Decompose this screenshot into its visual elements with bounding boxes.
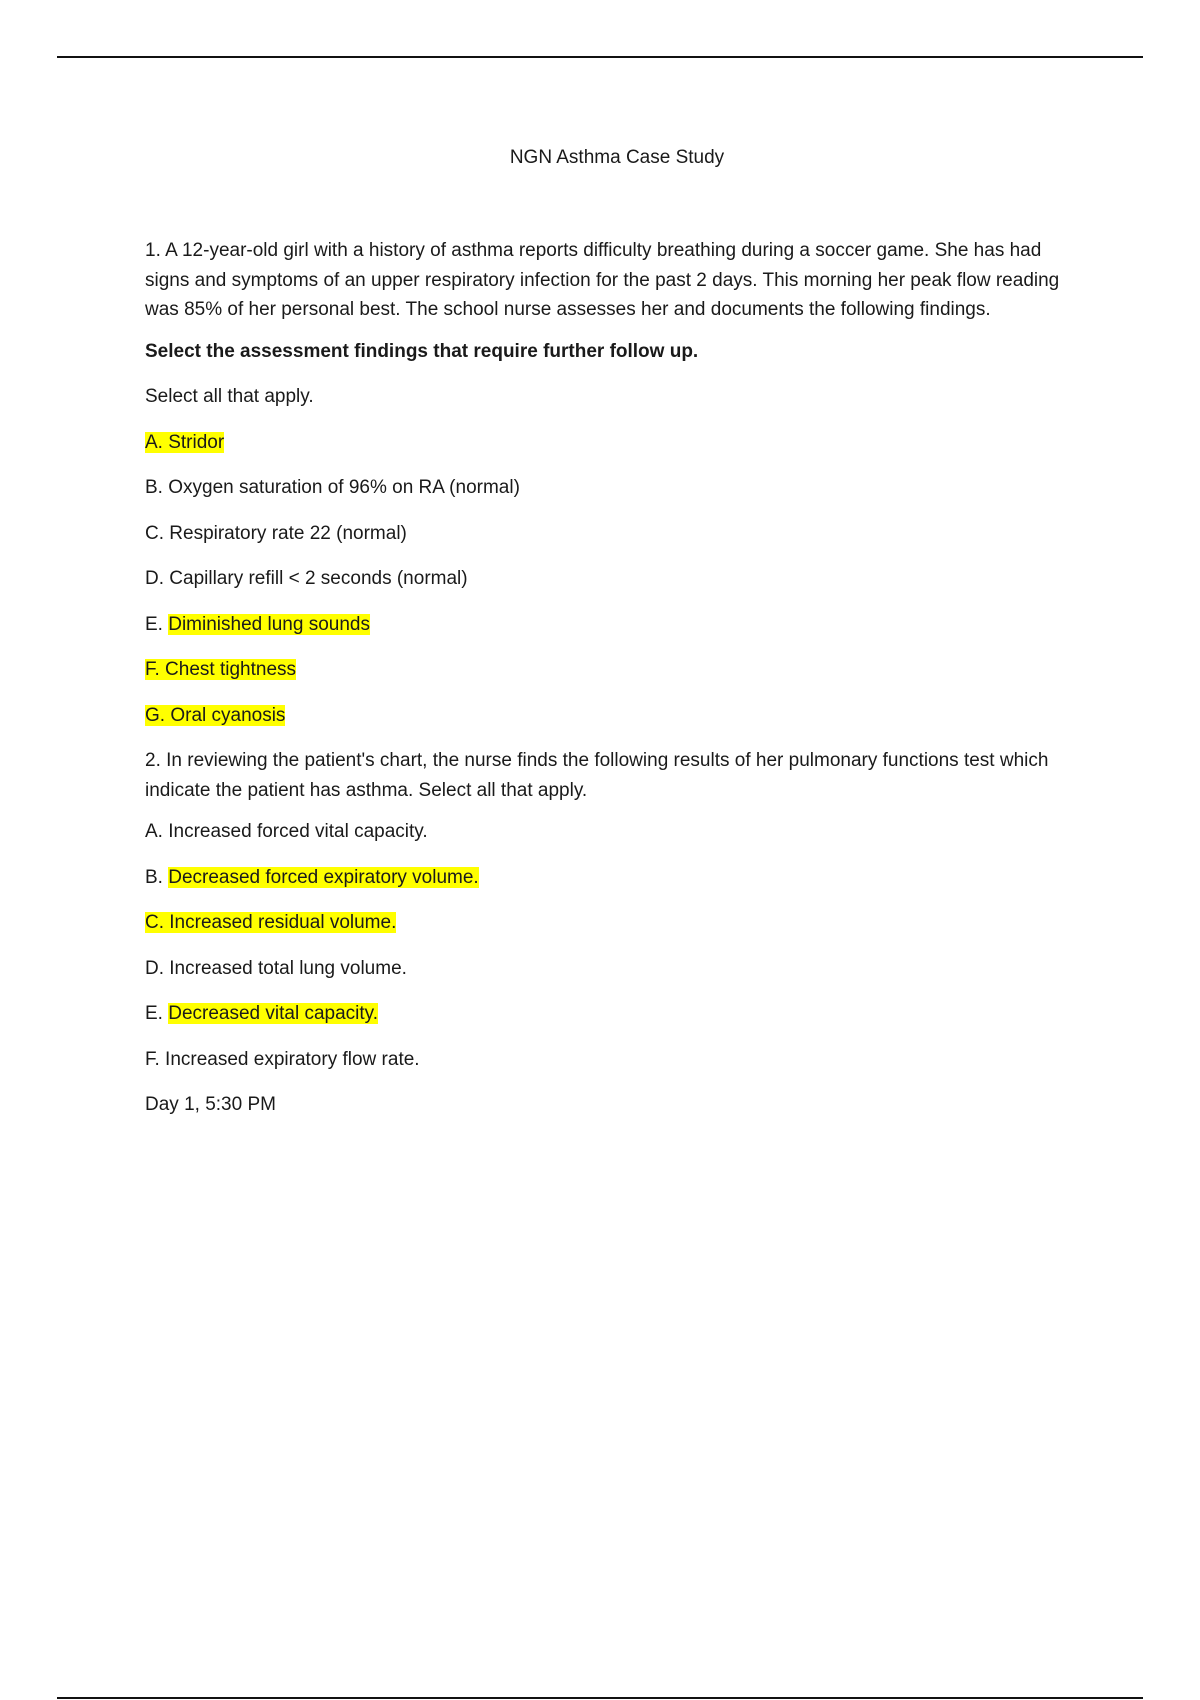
q1-instruction: Select all that apply. bbox=[145, 386, 314, 407]
q1-option-g: G. Oral cyanosis bbox=[145, 704, 286, 726]
q2-option-a: A. Increased forced vital capacity. bbox=[145, 821, 428, 842]
q1-option-a: A. Stridor bbox=[145, 431, 225, 453]
q1-option-b: B. Oxygen saturation of 96% on RA (normal) bbox=[145, 477, 520, 498]
q2-option-c: C. Increased residual volume. bbox=[145, 912, 397, 933]
document-body bbox=[145, 236, 1085, 1136]
q1-option-d: D. Capillary refill < 2 seconds (normal) bbox=[145, 568, 468, 589]
q2-option-f: F. Increased expiratory flow rate. bbox=[145, 1048, 420, 1070]
q2-option-e-text: Decreased vital capacity. bbox=[168, 1003, 379, 1024]
q2-option-b-prefix: B. bbox=[145, 866, 169, 888]
q2-option-e bbox=[145, 999, 1085, 1028]
q2-option-b-text: Decreased forced expiratory volume. bbox=[168, 866, 479, 888]
q1-stem: 1. A 12-year-old girl with a history of asthma reports difficulty breathing during a soccer game. She has had signs and symptoms of an upper respiratory infection for the past 2 days. This morning her peak flow reading was 85% of her personal best. The school nurse assesses her and documents the following findings. bbox=[145, 240, 1060, 320]
q1-option-e-text: Diminished lung sounds bbox=[168, 613, 370, 635]
bottom-rule bbox=[57, 1697, 1143, 1699]
q2-option-b bbox=[145, 863, 1085, 892]
q1-option-e-prefix: E. bbox=[145, 613, 169, 635]
q2-option-e-prefix: E. bbox=[145, 1003, 169, 1024]
q2-option-d: D. Increased total lung volume. bbox=[145, 957, 407, 979]
q1-option-e bbox=[145, 610, 1085, 639]
q1-option-f: F. Chest tightness bbox=[145, 659, 297, 680]
top-rule bbox=[57, 56, 1143, 58]
q2-stem: 2. In reviewing the patient's chart, the nurse finds the following results of her pulmonary functions test which indicate the patient has asthma. Select all that apply. bbox=[145, 750, 1049, 801]
document-title: NGN Asthma Case Study bbox=[509, 147, 725, 168]
timestamp: Day 1, 5:30 PM bbox=[145, 1094, 276, 1115]
q1-option-c: C. Respiratory rate 22 (normal) bbox=[145, 522, 407, 544]
q1-prompt: Select the assessment findings that require further follow up. bbox=[145, 340, 699, 362]
